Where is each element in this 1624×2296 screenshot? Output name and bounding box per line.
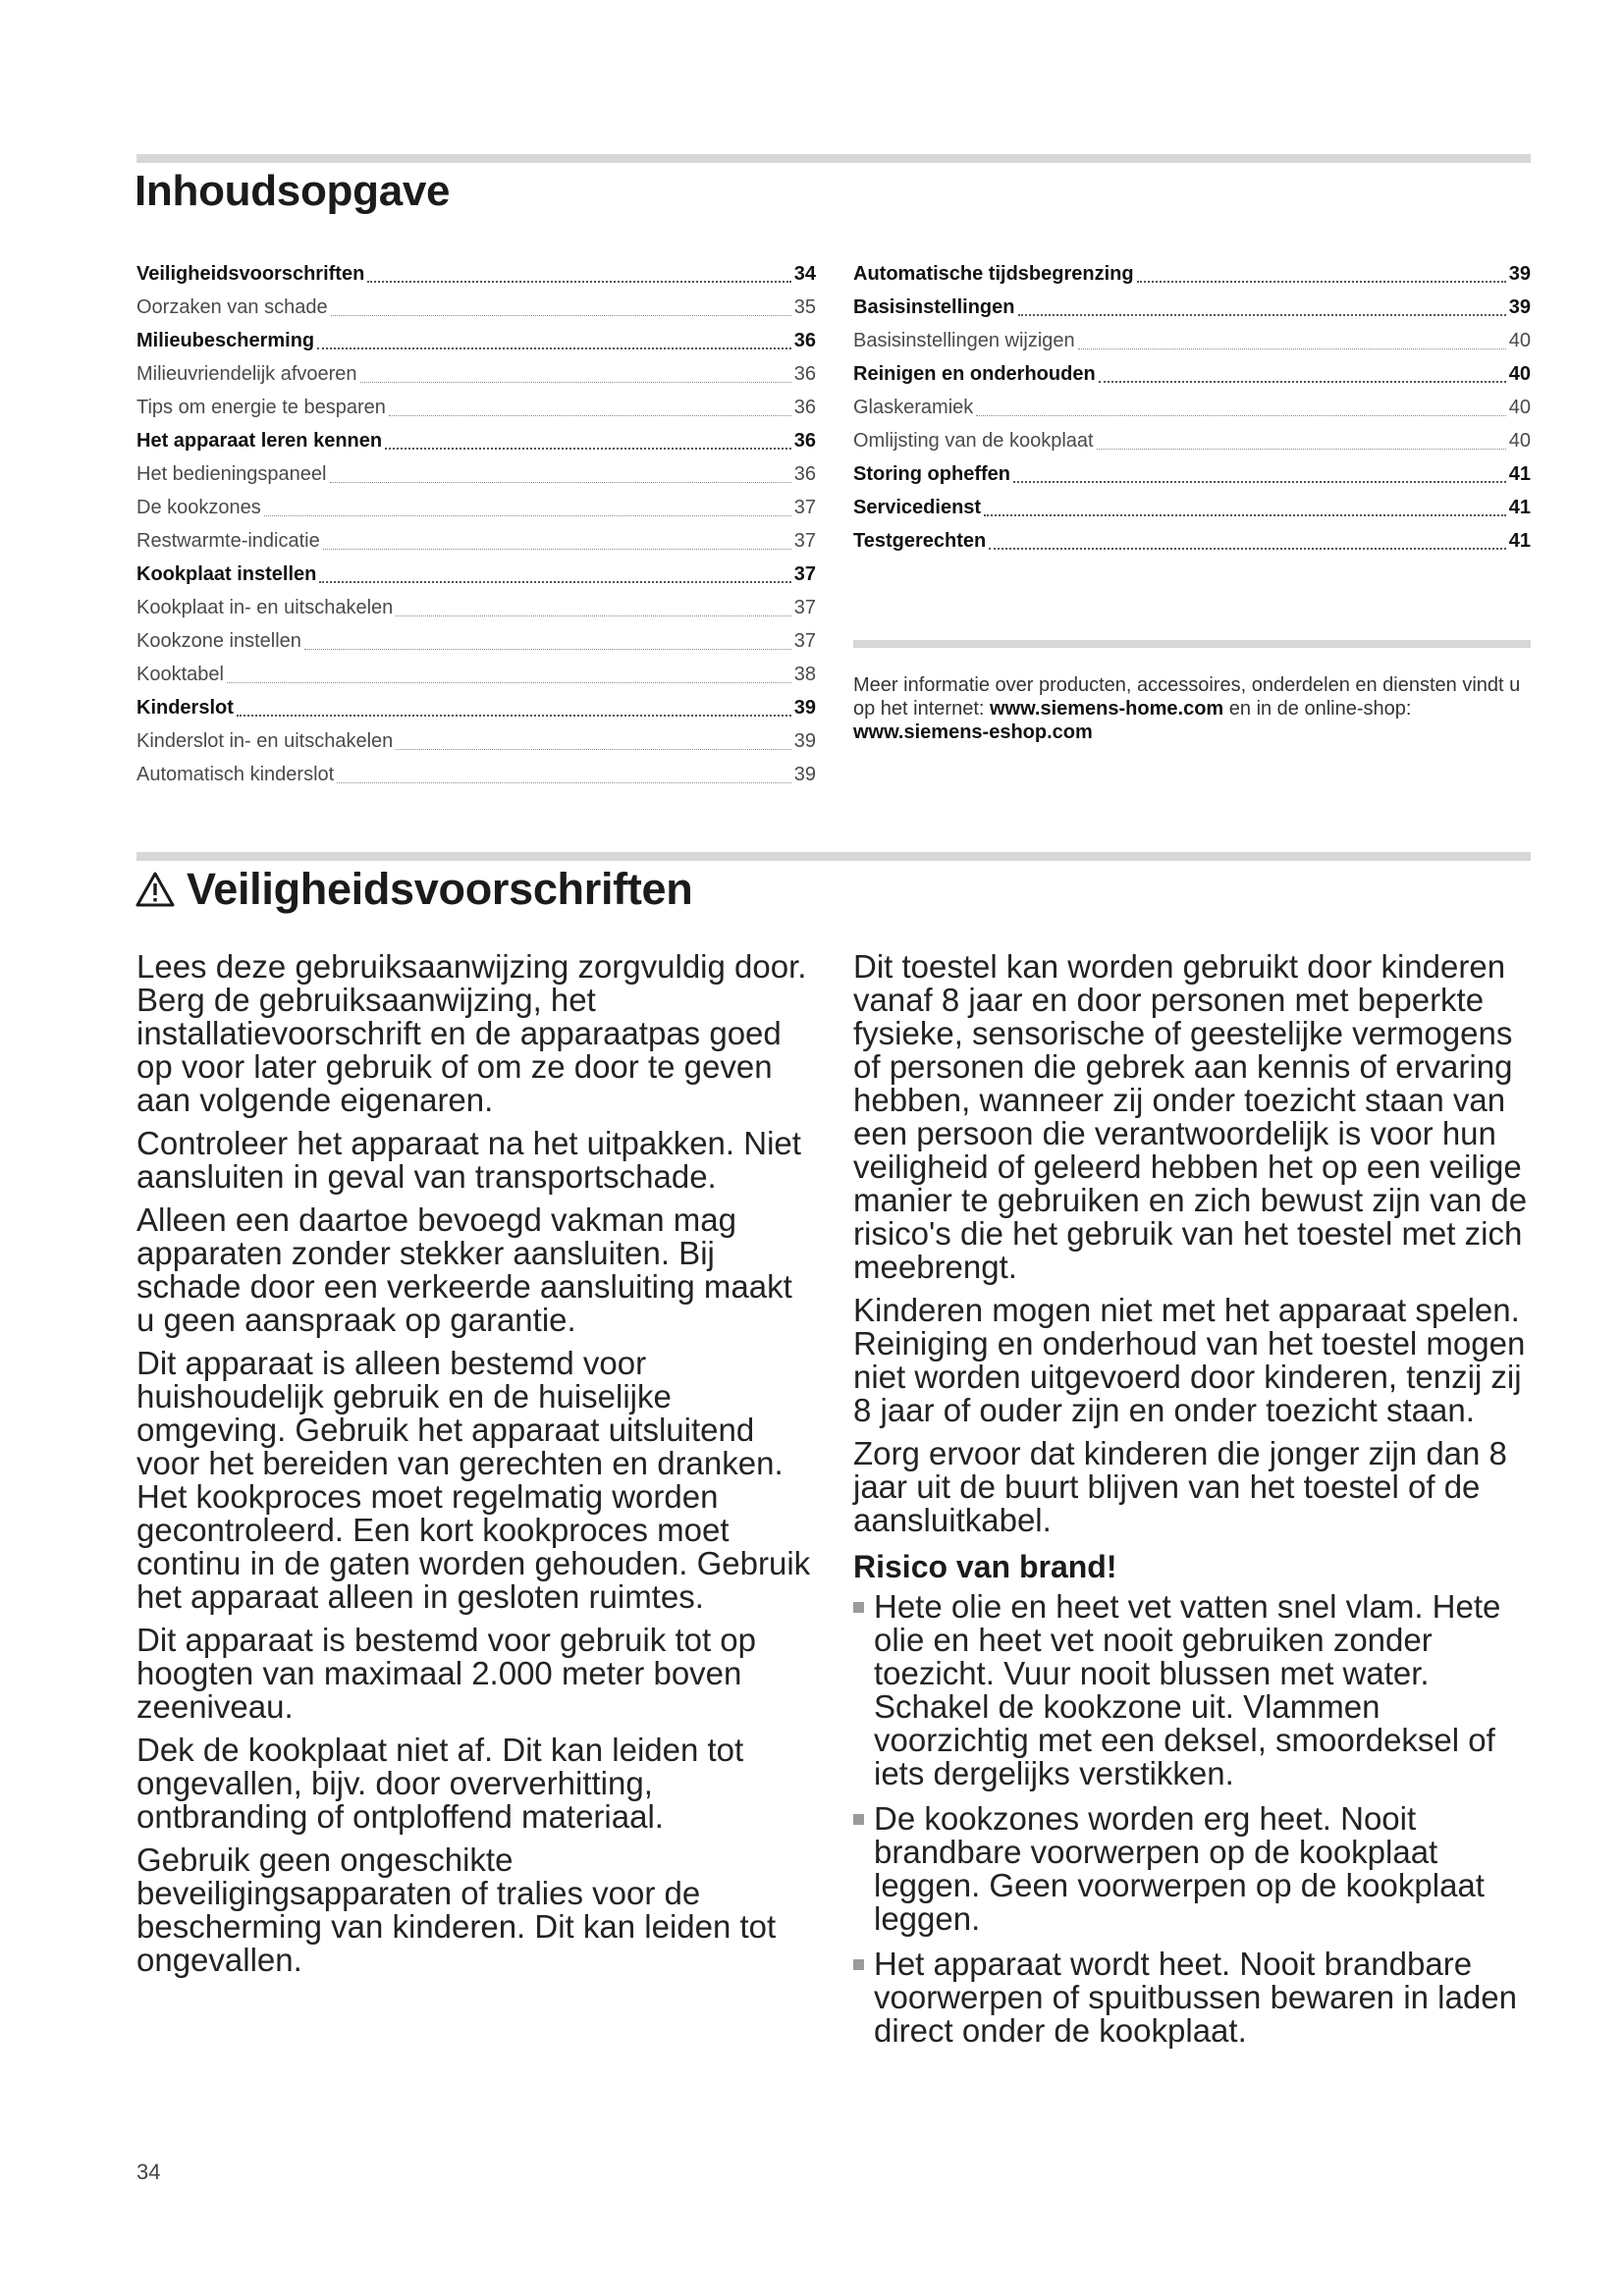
fire-risk-bullet	[853, 1590, 1531, 1790]
safety-right-column	[853, 950, 1531, 2059]
toc-entry[interactable]	[136, 658, 816, 691]
toc-leader-dots	[989, 547, 1506, 550]
safety-title-text: Veiligheidsvoorschriften	[187, 864, 693, 914]
toc-leader-dots	[396, 748, 790, 750]
toc-leader-dots	[1099, 380, 1506, 383]
safety-title	[135, 864, 692, 915]
safety-top-rule	[136, 852, 1531, 861]
toc-entry-page: 38	[793, 664, 816, 685]
toc-entry-page: 41	[1508, 463, 1531, 485]
toc-leader-dots	[1097, 448, 1506, 450]
siemens-eshop-link[interactable]: www.siemens-eshop.com	[853, 721, 1093, 743]
info-text	[853, 673, 1531, 744]
toc-entry-label: Automatisch kinderslot	[136, 764, 335, 785]
toc-entry-label: Kooktabel	[136, 664, 224, 685]
toc-entry-label: Het apparaat leren kennen	[136, 430, 383, 452]
toc-entry-label: Tips om energie te besparen	[136, 397, 386, 418]
toc-entry-label: Basisinstellingen wijzigen	[853, 330, 1075, 351]
toc-entry-page: 36	[793, 397, 816, 418]
toc-entry[interactable]	[853, 491, 1531, 524]
toc-entry-label: Oorzaken van schade	[136, 296, 328, 318]
safety-left-column	[136, 950, 814, 1987]
fire-risk-bullet	[853, 1802, 1531, 1936]
page-number: 34	[136, 2160, 161, 2184]
toc-entry-label: Storing opheffen	[853, 463, 1010, 485]
info-text-1: Meer informatie over producten, accessoires, onderdelen en diensten vindt u op het internet:	[853, 674, 1521, 720]
toc-entry-label: Reinigen en onderhouden	[853, 363, 1096, 385]
toc-entry-page: 41	[1508, 530, 1531, 552]
info-text-2: en in de online-shop:	[1223, 698, 1412, 720]
toc-entry-page: 37	[793, 563, 816, 585]
toc-leader-dots	[337, 781, 791, 783]
toc-entry-page: 36	[793, 463, 816, 485]
toc-leader-dots	[237, 714, 791, 717]
fire-risk-bullet-text: De kookzones worden erg heet. Nooit brandbare voorwerpen op de kookplaat leggen. Geen voorwerpen op de kookplaat leggen.	[874, 1800, 1485, 1937]
toc-entry[interactable]	[136, 357, 816, 391]
toc-entry-page: 37	[793, 597, 816, 618]
toc-entry[interactable]	[136, 591, 816, 624]
toc-entry[interactable]	[853, 391, 1531, 424]
toc-entry[interactable]	[853, 257, 1531, 291]
toc-leader-dots	[319, 580, 790, 583]
toc-entry-page: 41	[1508, 497, 1531, 518]
toc-entry-label: De kookzones	[136, 497, 261, 518]
toc-top-rule	[136, 154, 1531, 163]
toc-leader-dots	[304, 648, 791, 650]
toc-entry-label: Kookzone instellen	[136, 630, 301, 652]
toc-entry-page: 40	[1508, 330, 1531, 351]
toc-leader-dots	[323, 548, 791, 550]
toc-entry-label: Automatische tijdsbegrenzing	[853, 263, 1134, 285]
toc-entry-page: 39	[793, 764, 816, 785]
toc-leader-dots	[330, 481, 791, 483]
toc-leader-dots	[1137, 280, 1506, 283]
siemens-home-link[interactable]: www.siemens-home.com	[989, 698, 1224, 720]
toc-entry-page: 37	[793, 497, 816, 518]
fire-risk-bullet-text: Het apparaat wordt heet. Nooit brandbare voorwerpen of spuitbussen bewaren in laden direct onder de kookplaat.	[874, 1946, 1517, 2049]
toc-right-column	[853, 257, 1531, 558]
toc-leader-dots	[1078, 347, 1506, 349]
toc-leader-dots	[227, 681, 791, 683]
toc-leader-dots	[976, 414, 1505, 416]
toc-entry-page: 36	[793, 430, 816, 452]
toc-entry[interactable]	[136, 291, 816, 324]
toc-entry[interactable]	[136, 724, 816, 758]
toc-entry[interactable]	[136, 691, 816, 724]
toc-entry-page: 39	[793, 730, 816, 752]
toc-entry[interactable]	[136, 257, 816, 291]
toc-entry-page: 39	[1508, 296, 1531, 318]
toc-entry-page: 39	[1508, 263, 1531, 285]
toc-entry-page: 40	[1508, 363, 1531, 385]
toc-leader-dots	[317, 347, 791, 349]
toc-entry[interactable]	[853, 457, 1531, 491]
toc-entry[interactable]	[136, 758, 816, 791]
toc-entry[interactable]	[853, 324, 1531, 357]
bullet-square-icon	[853, 1602, 864, 1613]
toc-entry[interactable]	[853, 424, 1531, 457]
safety-paragraph: Dit apparaat is alleen bestemd voor huishoudelijk gebruik en de huiselijke omgeving. Gebruik het apparaat uitsluitend voor het bereiden van gerechten en dranken. Het kookproces moet regelmatig worden gecontroleerd. Een kort kookproces moet continu in de gaten worden gehouden. Gebruik het apparaat alleen in gesloten ruimtes.	[136, 1345, 811, 1615]
safety-paragraph: Lees deze gebruiksaanwijzing zorgvuldig door. Berg de gebruiksaanwijzing, het installatievoorschrift en de apparaatpas goed op voor later gebruik of om ze door te geven aan volgende eigenaren.	[136, 948, 807, 1118]
safety-paragraph: Alleen een daartoe bevoegd vakman mag apparaten zonder stekker aansluiten. Bij schade door een verkeerde aansluiting maakt u geen aanspraak op garantie.	[136, 1201, 792, 1338]
toc-leader-dots	[1018, 313, 1506, 316]
warning-triangle-icon	[135, 872, 175, 907]
toc-entry-label: Glaskeramiek	[853, 397, 974, 418]
toc-leader-dots	[984, 513, 1506, 516]
safety-paragraph: Dek de kookplaat niet af. Dit kan leiden tot ongevallen, bijv. door oververhitting, ontbranding of ontploffend materiaal.	[136, 1732, 744, 1835]
toc-left-column	[136, 257, 816, 791]
toc-entry[interactable]	[136, 558, 816, 591]
safety-paragraph: Zorg ervoor dat kinderen die jonger zijn dan 8 jaar uit de buurt blijven van het toestel of de aansluitkabel.	[853, 1435, 1507, 1538]
toc-entry-label: Kookplaat in- en uitschakelen	[136, 597, 394, 618]
toc-entry-page: 35	[793, 296, 816, 318]
toc-entry-label: Servicedienst	[853, 497, 982, 518]
info-rule	[853, 640, 1531, 648]
toc-entry-page: 39	[793, 697, 816, 719]
toc-entry[interactable]	[136, 457, 816, 491]
toc-entry-label: Milieubescherming	[136, 330, 315, 351]
toc-leader-dots	[385, 447, 791, 450]
toc-entry-label: Restwarmte-indicatie	[136, 530, 320, 552]
toc-entry[interactable]	[853, 524, 1531, 558]
safety-paragraph: Dit apparaat is bestemd voor gebruik tot op hoogten van maximaal 2.000 meter boven zeeniveau.	[136, 1622, 757, 1725]
toc-entry-label: Kookplaat instellen	[136, 563, 317, 585]
toc-entry[interactable]	[136, 524, 816, 558]
toc-entry-page: 40	[1508, 397, 1531, 418]
toc-title: Inhoudsopgave	[135, 167, 451, 215]
fire-risk-bullet-text: Hete olie en heet vet vatten snel vlam. Hete olie en heet vet nooit gebruiken zonder toezicht. Vuur nooit blussen met water. Schakel de kookzone uit. Vlammen voorzichtig met een deksel, smoordeksel of iets dergelijks verstikken.	[874, 1588, 1501, 1791]
safety-paragraph: Kinderen mogen niet met het apparaat spelen. Reiniging en onderhoud van het toestel mogen niet worden uitgevoerd door kinderen, tenzij zij 8 jaar of ouder zijn en onder toezicht staan.	[853, 1292, 1526, 1428]
toc-entry[interactable]	[853, 357, 1531, 391]
bullet-square-icon	[853, 1814, 864, 1825]
toc-entry-page: 36	[793, 363, 816, 385]
toc-leader-dots	[331, 314, 791, 316]
toc-entry[interactable]	[136, 391, 816, 424]
toc-entry-label: Milieuvriendelijk afvoeren	[136, 363, 357, 385]
toc-leader-dots	[264, 514, 791, 516]
toc-entry-page: 40	[1508, 430, 1531, 452]
toc-entry-page: 34	[793, 263, 816, 285]
safety-paragraph: Dit toestel kan worden gebruikt door kinderen vanaf 8 jaar en door personen met beperkte fysieke, sensorische of geestelijke vermogens of personen die gebrek aan kennis of ervaring hebben, wanneer zij onder toezicht staan van een persoon die verantwoordelijk is voor hun veiligheid of geleerd hebben het op een veilige manier te gebruiken en zich bewust zijn van de risico's die het gebruik van het toestel met zich meebrengt.	[853, 948, 1528, 1285]
toc-entry[interactable]	[136, 324, 816, 357]
toc-entry-label: Veiligheidsvoorschriften	[136, 263, 365, 285]
toc-leader-dots	[396, 614, 790, 616]
toc-entry[interactable]	[136, 624, 816, 658]
fire-risk-bullet	[853, 1948, 1531, 2048]
toc-entry-page: 37	[793, 530, 816, 552]
fire-risk-heading: Risico van brand!	[853, 1549, 1117, 1584]
toc-entry-label: Kinderslot	[136, 697, 234, 719]
safety-paragraph: Controleer het apparaat na het uitpakken. Niet aansluiten in geval van transportschade.	[136, 1125, 801, 1195]
toc-entry-label: Basisinstellingen	[853, 296, 1015, 318]
safety-paragraph: Gebruik geen ongeschikte beveiligingsapparaten of tralies voor de bescherming van kinderen. Dit kan leiden tot ongevallen.	[136, 1842, 777, 1978]
toc-entry-page: 37	[793, 630, 816, 652]
bullet-square-icon	[853, 1959, 864, 1970]
toc-leader-dots	[1013, 480, 1506, 483]
toc-entry-label: Kinderslot in- en uitschakelen	[136, 730, 394, 752]
toc-entry[interactable]	[853, 291, 1531, 324]
toc-entry[interactable]	[136, 491, 816, 524]
toc-leader-dots	[367, 280, 790, 283]
toc-leader-dots	[389, 414, 791, 416]
toc-entry-label: Omlijsting van de kookplaat	[853, 430, 1094, 452]
toc-leader-dots	[360, 381, 791, 383]
toc-entry-label: Het bedieningspaneel	[136, 463, 327, 485]
toc-entry-page: 36	[793, 330, 816, 351]
toc-entry-label: Testgerechten	[853, 530, 987, 552]
toc-entry[interactable]	[136, 424, 816, 457]
